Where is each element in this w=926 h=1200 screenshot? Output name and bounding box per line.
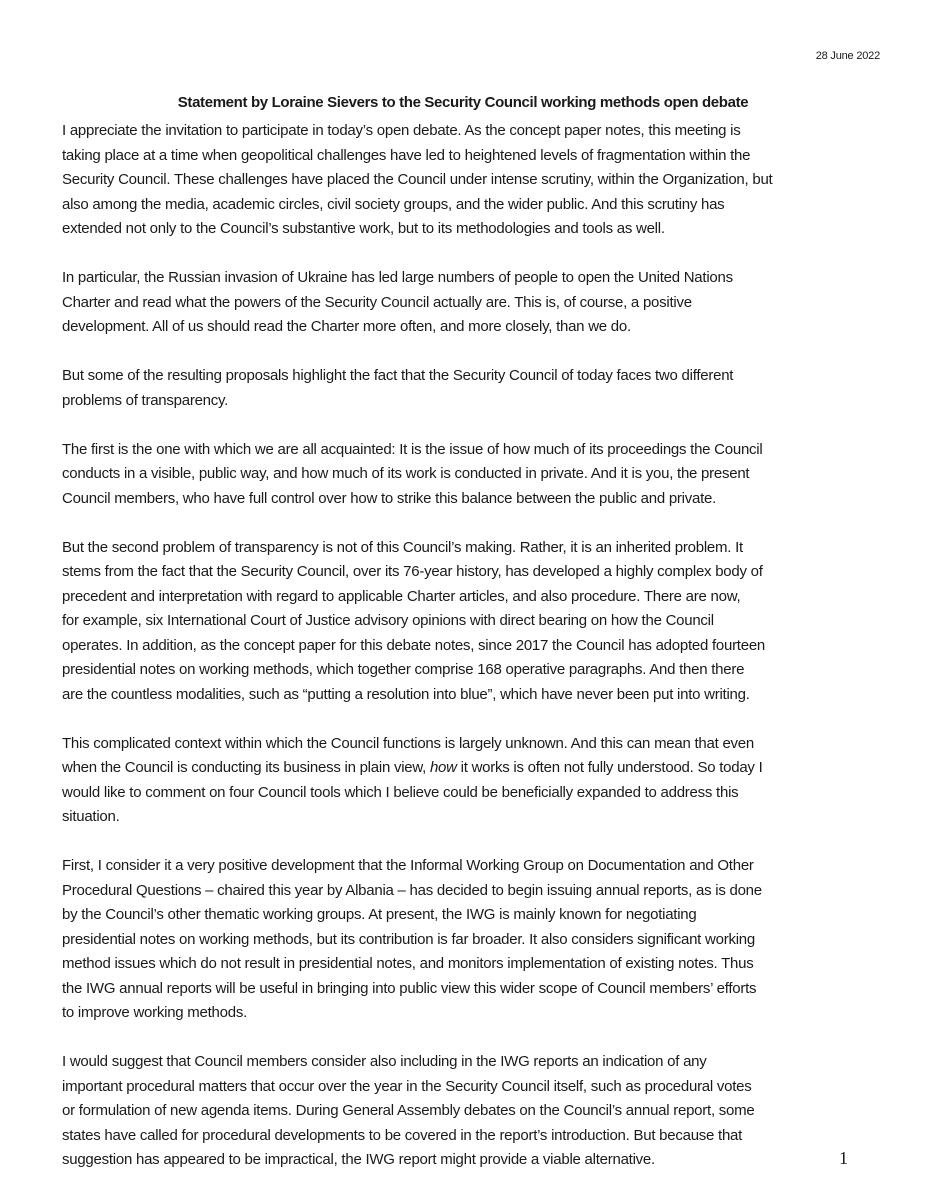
text-line: suggestion has appeared to be impractical, the IWG report might provide a viable alternative. bbox=[62, 1151, 655, 1168]
text-line: would like to comment on four Council tools which I believe could be beneficially expanded to address this bbox=[62, 783, 739, 801]
document-title: Statement by Loraine Sievers to the Security Council working methods open debate bbox=[177, 94, 749, 111]
text-line: But some of the resulting proposals highlight the fact that the Security Council of today faces two different bbox=[62, 367, 734, 384]
page-number: 1 bbox=[839, 1148, 848, 1168]
text-line: the IWG annual reports will be useful in bringing into public view this wider scope of Council members’ efforts bbox=[62, 979, 757, 997]
text-line: presidential notes on working methods, which together comprise 168 operative paragraphs. And then there bbox=[62, 661, 745, 678]
text-line: Procedural Questions – chaired this year by Albania – has decided to begin issuing annual reports, as is done bbox=[62, 881, 762, 899]
document-body bbox=[62, 119, 892, 1197]
text-line: method issues which do not result in presidential notes, and monitors implementation of existing notes. Thus bbox=[62, 955, 754, 972]
text-line: are the countless modalities, such as “putting a resolution into blue”, which have never been put into writing. bbox=[62, 685, 750, 703]
paragraph bbox=[62, 732, 892, 830]
text-line: development. All of us should read the Charter more often, and more closely, than we do. bbox=[62, 318, 631, 335]
paragraph bbox=[62, 266, 892, 340]
text-line: stems from the fact that the Security Council, over its 76-year history, has developed a highly complex body of bbox=[62, 563, 763, 580]
paragraph bbox=[62, 1050, 892, 1173]
italic-text: how bbox=[429, 759, 457, 776]
text-line: or formulation of new agenda items. During General Assembly debates on the Council’s annual report, some bbox=[62, 1102, 755, 1119]
text-line: I would suggest that Council members consider also including in the IWG reports an indication of any bbox=[62, 1053, 707, 1070]
text-line: situation. bbox=[62, 808, 120, 825]
text-line: I appreciate the invitation to participate in today’s open debate. As the concept paper notes, this meeting is bbox=[62, 122, 741, 139]
text-line: This complicated context within which the Council functions is largely unknown. And this can mean that even bbox=[62, 734, 754, 752]
text-line: First, I consider it a very positive development that the Informal Working Group on Documentation and Other bbox=[62, 857, 754, 874]
text-line bbox=[62, 756, 892, 781]
text-segment: when the Council is conducting its business in plain view, bbox=[62, 759, 430, 776]
text-line: conducts in a visible, public way, and how much of its work is conducted in private. And it is you, the present bbox=[62, 465, 750, 482]
paragraph bbox=[62, 364, 892, 413]
text-line: Council members, who have full control over how to strike this balance between the public and private. bbox=[62, 489, 717, 507]
text-segment: it works is often not fully understood. So today I bbox=[456, 759, 763, 776]
text-line: by the Council’s other thematic working groups. At present, the IWG is mainly known for negotiating bbox=[62, 906, 697, 923]
text-line: important procedural matters that occur over the year in the Security Council itself, such as procedural votes bbox=[62, 1077, 752, 1095]
paragraph bbox=[62, 854, 892, 1026]
text-line: Charter and read what the powers of the Security Council actually are. This is, of course, a positive bbox=[62, 293, 692, 311]
text-line: problems of transparency. bbox=[62, 391, 229, 409]
text-line: states have called for procedural developments to be covered in the report’s introduction. But because that bbox=[62, 1126, 743, 1144]
text-line: The first is the one with which we are all acquainted: It is the issue of how much of its proceedings the Council bbox=[62, 440, 763, 458]
text-line: precedent and interpretation with regard to applicable Charter articles, and also procedure. There are now, bbox=[62, 587, 741, 605]
paragraph bbox=[62, 438, 892, 512]
text-line: taking place at a time when geopolitical challenges have led to heightened levels of fragmentation within the bbox=[62, 146, 751, 164]
text-line: for example, six International Court of Justice advisory opinions with direct bearing on how the Council bbox=[62, 612, 714, 629]
paragraph bbox=[62, 536, 892, 708]
text-line: In particular, the Russian invasion of Ukraine has led large numbers of people to open the United Nations bbox=[62, 269, 733, 286]
text-line: Security Council. These challenges have placed the Council under intense scrutiny, within the Organization, but bbox=[62, 171, 773, 188]
text-line: to improve working methods. bbox=[62, 1004, 247, 1021]
text-line: also among the media, academic circles, civil society groups, and the wider public. And this scrutiny has bbox=[62, 195, 725, 213]
text-line: operates. In addition, as the concept paper for this debate notes, since 2017 the Council has adopted fourteen bbox=[62, 636, 766, 654]
text-line: presidential notes on working methods, but its contribution is far broader. It also considers significant working bbox=[62, 930, 755, 948]
paragraph bbox=[62, 119, 892, 242]
text-line: extended not only to the Council’s substantive work, but to its methodologies and tools as well. bbox=[62, 220, 665, 237]
document-date: 28 June 2022 bbox=[815, 50, 880, 62]
text-line: But the second problem of transparency is not of this Council’s making. Rather, it is an inherited problem. It bbox=[62, 538, 743, 556]
